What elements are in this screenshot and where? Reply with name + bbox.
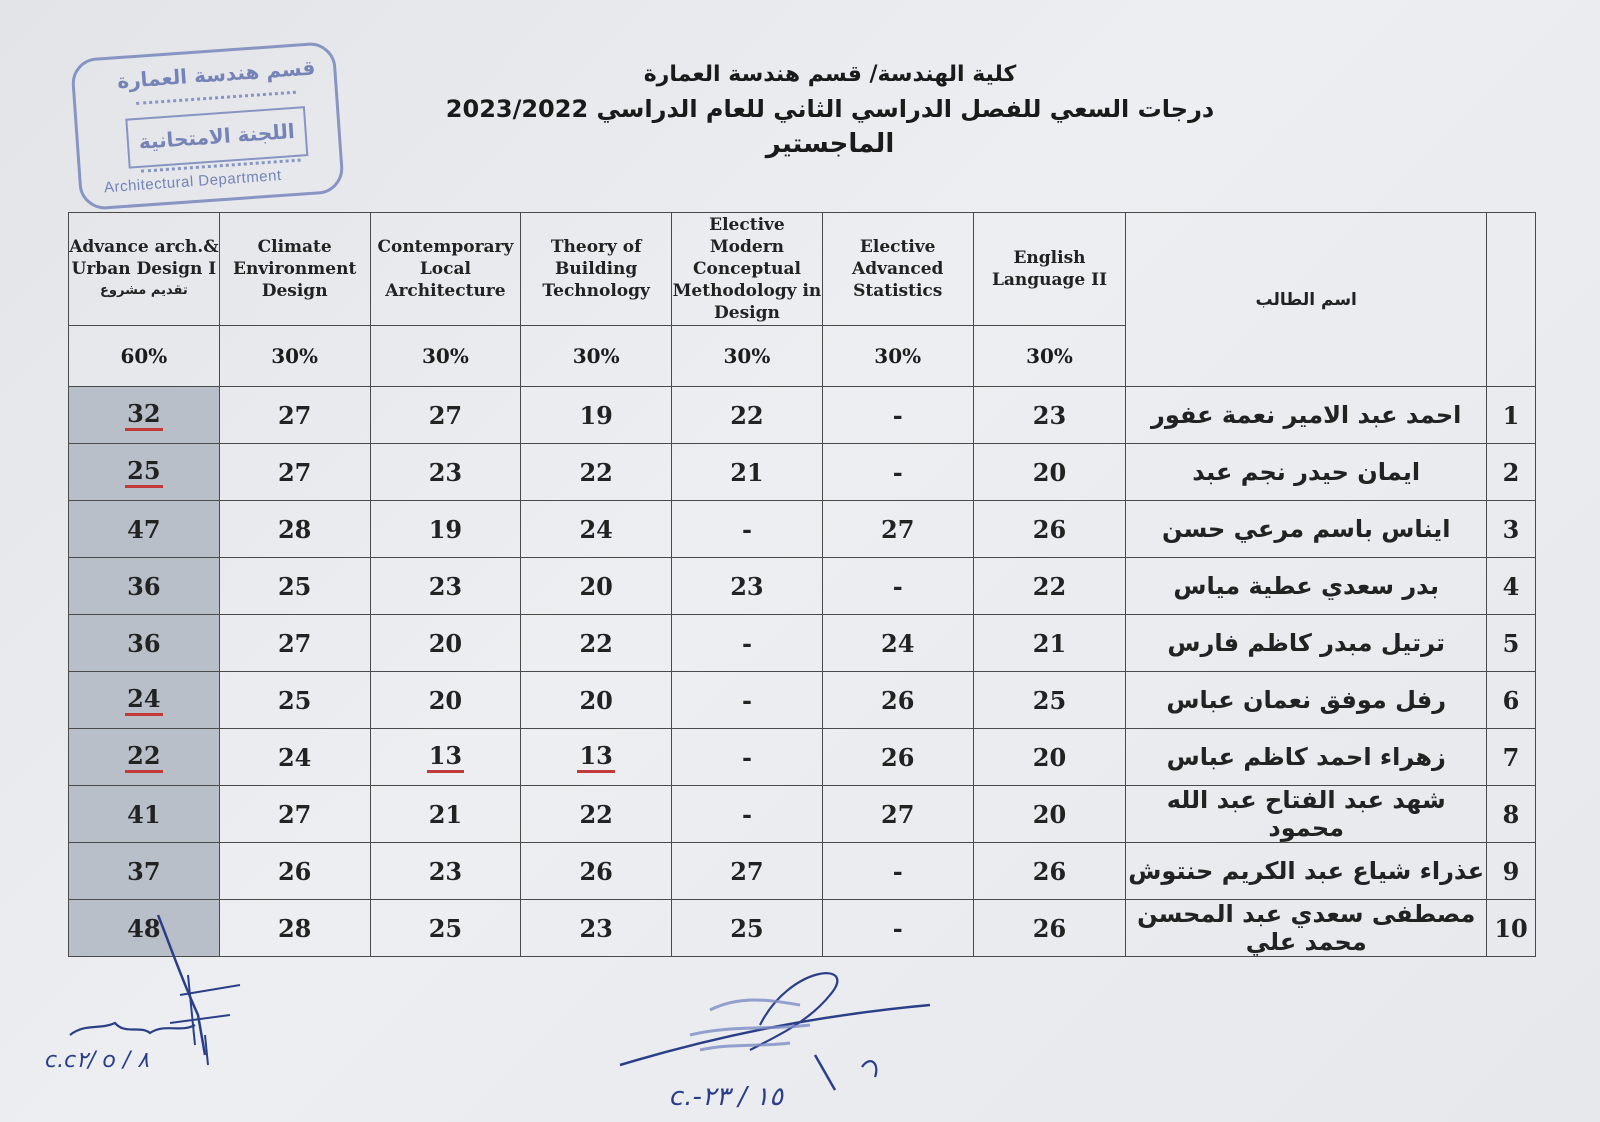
student-name: بدر سعدي عطية مياس — [1126, 558, 1487, 615]
student-name: عذراء شياع عبد الكريم حنتوش — [1126, 843, 1487, 900]
score-value: 22 — [579, 628, 613, 658]
score-cell — [69, 444, 220, 501]
program-title: الماجستير — [765, 129, 895, 159]
student-number: 9 — [1487, 843, 1536, 900]
course-header: Advance arch.& Urban Design I تقديم مشروع — [69, 213, 220, 326]
score-cell — [973, 900, 1126, 957]
score-value: 36 — [127, 628, 161, 658]
score-value: - — [741, 685, 752, 715]
score-value: - — [741, 799, 752, 829]
score-value: 23 — [579, 913, 613, 943]
score-value: 26 — [1032, 856, 1067, 886]
score-cell — [219, 843, 370, 900]
score-value: 24 — [579, 514, 613, 544]
score-cell — [219, 786, 370, 843]
score-cell — [370, 558, 521, 615]
score-value: 28 — [277, 514, 312, 544]
score-value: - — [741, 628, 752, 658]
score-cell — [672, 786, 823, 843]
score-cell — [370, 387, 521, 444]
score-value: 20 — [579, 571, 613, 601]
score-cell — [69, 387, 220, 444]
score-cell — [69, 843, 220, 900]
score-value: 27 — [881, 799, 915, 829]
score-value: 27 — [428, 400, 463, 430]
score-cell — [69, 672, 220, 729]
score-cell — [822, 786, 973, 843]
student-name: زهراء احمد كاظم عباس — [1126, 729, 1487, 786]
score-cell — [973, 615, 1126, 672]
score-value: 22 — [730, 400, 764, 430]
student-row — [69, 900, 1536, 957]
score-cell — [219, 672, 370, 729]
score-cell — [822, 444, 973, 501]
score-value: 27 — [277, 628, 312, 658]
student-number: 4 — [1487, 558, 1536, 615]
college-department-title: كلية الهندسة/ قسم هندسة العمارة — [643, 62, 1017, 87]
score-cell — [973, 444, 1126, 501]
score-value: 25 — [277, 685, 312, 715]
score-cell — [521, 387, 672, 444]
score-cell — [69, 729, 220, 786]
score-cell — [672, 672, 823, 729]
student-row — [69, 444, 1536, 501]
score-cell — [370, 615, 521, 672]
score-cell — [521, 672, 672, 729]
score-value: 25 — [125, 457, 162, 488]
score-value: 48 — [127, 913, 161, 943]
score-value: 23 — [730, 571, 764, 601]
student-number: 2 — [1487, 444, 1536, 501]
score-cell — [370, 786, 521, 843]
course-header: Elective Advanced Statistics — [822, 213, 973, 326]
score-cell — [521, 786, 672, 843]
student-number: 5 — [1487, 615, 1536, 672]
score-value: 22 — [1032, 571, 1067, 601]
score-value: 20 — [1032, 799, 1067, 829]
score-value: 21 — [1032, 628, 1067, 658]
score-cell — [69, 558, 220, 615]
score-cell — [672, 615, 823, 672]
student-name: ايمان حيدر نجم عبد — [1126, 444, 1487, 501]
left-signature — [30, 905, 270, 1105]
score-value: 25 — [277, 571, 312, 601]
score-cell — [219, 558, 370, 615]
score-cell — [822, 501, 973, 558]
score-cell — [370, 843, 521, 900]
score-value: 26 — [881, 742, 915, 772]
course-header: Climate Environment Design — [219, 213, 370, 326]
course-weight: 30% — [672, 326, 823, 387]
score-value: 37 — [127, 856, 161, 886]
score-value: 20 — [579, 685, 613, 715]
student-name-header: اسم الطالب — [1126, 213, 1487, 387]
student-number: 1 — [1487, 387, 1536, 444]
course-header: Contemporary Local Architecture — [370, 213, 521, 326]
student-row — [69, 786, 1536, 843]
course-subtitle: تقديم مشروع — [100, 283, 188, 298]
score-cell — [370, 444, 521, 501]
score-value: 23 — [428, 571, 463, 601]
score-value: - — [741, 742, 752, 772]
student-number: 8 — [1487, 786, 1536, 843]
student-number: 6 — [1487, 672, 1536, 729]
score-value: 20 — [1032, 742, 1067, 772]
score-cell — [521, 729, 672, 786]
score-value: 20 — [428, 628, 463, 658]
score-value: - — [892, 400, 903, 430]
student-name: شهد عبد الفتاح عبد الله محمود — [1126, 786, 1487, 843]
score-value: 23 — [428, 457, 463, 487]
score-value: 25 — [730, 913, 764, 943]
score-value: 36 — [127, 571, 161, 601]
score-value: 26 — [277, 856, 312, 886]
stamp-committee-text: اللجنة الامتحانية — [125, 106, 308, 168]
score-cell — [69, 615, 220, 672]
score-value: 28 — [277, 913, 312, 943]
score-cell — [672, 501, 823, 558]
score-value: 26 — [579, 856, 613, 886]
score-value: 24 — [125, 685, 162, 716]
score-value: 25 — [428, 913, 463, 943]
score-cell — [822, 387, 973, 444]
score-value: 32 — [125, 400, 162, 431]
score-value: 20 — [428, 685, 463, 715]
student-row — [69, 729, 1536, 786]
right-date-text: c.-۲۳ / ۱٥ — [670, 1082, 784, 1112]
score-cell — [521, 444, 672, 501]
student-name: رفل موفق نعمان عباس — [1126, 672, 1487, 729]
score-cell — [672, 444, 823, 501]
student-name: مصطفى سعدي عبد المحسن محمد علي — [1126, 900, 1487, 957]
score-cell — [822, 615, 973, 672]
score-value: 21 — [428, 799, 463, 829]
student-row — [69, 558, 1536, 615]
student-rows — [69, 387, 1536, 957]
score-value: 24 — [277, 742, 312, 772]
score-cell — [521, 501, 672, 558]
score-value: 24 — [881, 628, 915, 658]
semester-grades-title: درجات السعي للفصل الدراسي الثاني للعام الدراسي 2023/2022 — [445, 95, 1215, 123]
score-value: 27 — [277, 400, 312, 430]
score-value: - — [892, 457, 903, 487]
score-cell — [370, 672, 521, 729]
score-cell — [521, 900, 672, 957]
score-cell — [672, 900, 823, 957]
score-cell — [219, 729, 370, 786]
left-date-text: c.c۲/ o / ۸ — [45, 1048, 150, 1073]
department-stamp — [70, 41, 345, 211]
score-cell — [521, 843, 672, 900]
number-header — [1487, 213, 1536, 387]
score-value: 47 — [127, 514, 161, 544]
score-value: 26 — [1032, 514, 1067, 544]
course-header: Theory of Building Technology — [521, 213, 672, 326]
student-number: 7 — [1487, 729, 1536, 786]
student-number: 3 — [1487, 501, 1536, 558]
score-cell — [973, 558, 1126, 615]
course-header-row — [69, 213, 1536, 326]
student-row — [69, 501, 1536, 558]
score-cell — [370, 900, 521, 957]
score-value: 19 — [579, 400, 613, 430]
score-cell — [822, 900, 973, 957]
score-cell — [219, 387, 370, 444]
score-cell — [672, 558, 823, 615]
score-value: 27 — [277, 457, 312, 487]
score-cell — [370, 501, 521, 558]
score-cell — [69, 501, 220, 558]
score-cell — [973, 729, 1126, 786]
score-value: 27 — [277, 799, 312, 829]
score-cell — [973, 843, 1126, 900]
score-cell — [521, 558, 672, 615]
score-value: 22 — [579, 799, 613, 829]
score-value: - — [892, 571, 903, 601]
score-cell — [672, 729, 823, 786]
score-value: 26 — [881, 685, 915, 715]
score-cell — [822, 558, 973, 615]
score-value: 23 — [428, 856, 463, 886]
score-cell — [822, 729, 973, 786]
course-weight: 30% — [370, 326, 521, 387]
score-cell — [973, 786, 1126, 843]
right-signature — [600, 955, 960, 1115]
student-name: ترتيل مبدر كاظم فارس — [1126, 615, 1487, 672]
score-cell — [822, 672, 973, 729]
score-cell — [69, 786, 220, 843]
student-row — [69, 672, 1536, 729]
score-value: 22 — [125, 742, 162, 773]
score-value: 22 — [579, 457, 613, 487]
course-weight: 30% — [973, 326, 1126, 387]
score-cell — [219, 444, 370, 501]
score-cell — [822, 843, 973, 900]
student-name: ايناس باسم مرعي حسن — [1126, 501, 1487, 558]
student-row — [69, 843, 1536, 900]
course-weight: 60% — [69, 326, 220, 387]
score-cell — [219, 501, 370, 558]
stamp-dotted-line — [136, 91, 296, 105]
course-header: Elective Modern Conceptual Methodology in Design — [672, 213, 823, 326]
score-value: 19 — [428, 514, 463, 544]
course-weight: 30% — [521, 326, 672, 387]
score-cell — [973, 387, 1126, 444]
course-header: English Language II — [973, 213, 1126, 326]
score-value: 23 — [1032, 400, 1067, 430]
stamp-english-text: Architectural Department — [103, 166, 283, 197]
student-number: 10 — [1487, 900, 1536, 957]
score-cell — [370, 729, 521, 786]
score-value: 13 — [577, 742, 614, 773]
score-cell — [672, 387, 823, 444]
score-cell — [672, 843, 823, 900]
student-name: احمد عبد الامير نعمة عفور — [1126, 387, 1487, 444]
score-value: - — [892, 913, 903, 943]
score-cell — [219, 615, 370, 672]
page-header — [420, 62, 1240, 159]
stamp-department-text: قسم هندسة العمارة — [116, 55, 317, 94]
score-cell — [973, 501, 1126, 558]
course-weight: 30% — [822, 326, 973, 387]
score-value: 13 — [427, 742, 464, 773]
student-row — [69, 615, 1536, 672]
score-value: - — [741, 514, 752, 544]
score-value: 27 — [730, 856, 764, 886]
score-value: 20 — [1032, 457, 1067, 487]
student-row — [69, 387, 1536, 444]
score-cell — [521, 615, 672, 672]
score-value: 41 — [127, 799, 161, 829]
course-weight: 30% — [219, 326, 370, 387]
score-value: 21 — [730, 457, 764, 487]
score-cell — [973, 672, 1126, 729]
grades-table — [68, 212, 1536, 957]
score-value: 25 — [1032, 685, 1067, 715]
score-value: 27 — [881, 514, 915, 544]
score-value: 26 — [1032, 913, 1067, 943]
score-value: - — [892, 856, 903, 886]
